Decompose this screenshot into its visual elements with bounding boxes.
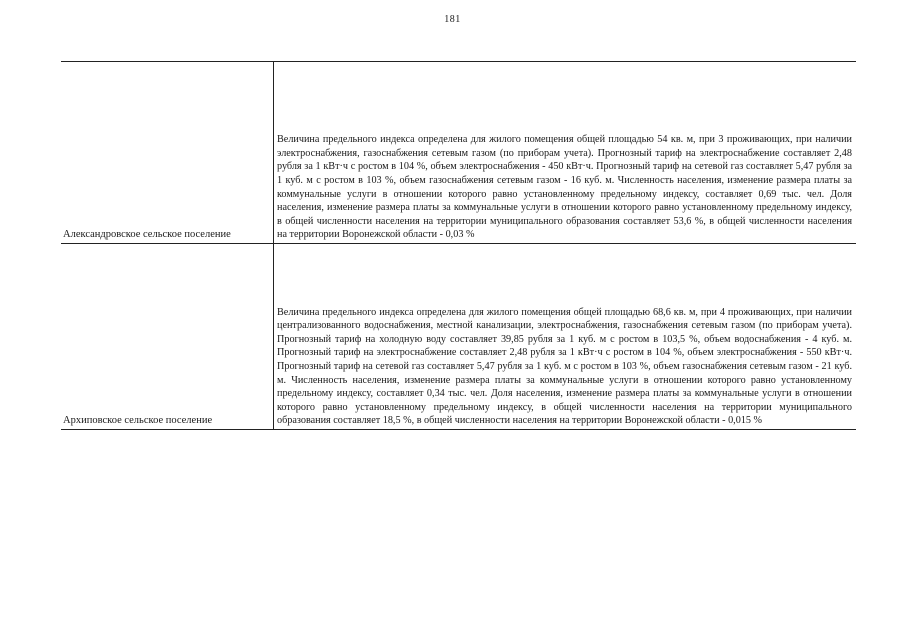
index-description: Величина предельного индекса определена для жилого помещения общей площадью 68,6 кв. м, при 4 проживающих, при наличии централизованного водоснабжения, местной канализации, электроснабжения, газоснабжения сетевым газом (по приборам учета). Прогнозный тариф на холодную воду составляет 39,85 рубля за 1 куб. м с ростом в 103,5 %, объем водоснабжения - 4 куб. м. Прогнозный тариф на электроснабжение составляет 2,48 рубля за 1 кВт·ч с ростом в 104 %, объем электроснабжения - 550 кВт·ч. Прогнозный тариф на сетевой газ составляет 5,47 рубля за 1 куб. м с ростом в 103 %, объем газоснабжения сетевым газом - 21 куб. м. Численность населения, изменение размера платы за коммунальные услуги в отношении которого равно установленному предельному индексу, составляет 0,34 тыс. чел. Доля населения, изменение размера платы за коммунальные услуги в отношении которого равно установленному предельному индексу, в общей численности населения на территории муниципального образования составляет 18,5 %, в общей численности населения на территории Воронежской области - 0,015 % (277, 306, 852, 427)
settlement-name: Архиповское сельское поселение (63, 415, 213, 426)
index-description-cell (274, 244, 856, 429)
settlement-name-cell (61, 62, 274, 243)
table-row (61, 62, 856, 244)
index-description: Величина предельного индекса определена для жилого помещения общей площадью 54 кв. м, при 3 проживающих, при наличии электроснабжения, газоснабжения сетевым газом (по приборам учета). Прогнозный тариф на электроснабжение составляет 2,48 рубля за 1 кВт·ч с ростом в 104 %, объем электроснабжения - 450 кВт·ч. Прогнозный тариф на сетевой газ составляет 5,47 рубля за 1 куб. м с ростом в 103 %, объем газоснабжения сетевым газом - 16 куб. м. Численность населения, изменение размера платы за коммунальные услуги в отношении которого равно установленному предельному индексу, составляет 0,69 тыс. чел. Доля населения, изменение размера платы за коммунальные услуги в отношении которого равно установленному предельному индексу, в общей численности населения на территории муниципального образования составляет 53,6 %, в общей численности населения на территории Воронежской области - 0,03 % (277, 134, 852, 241)
page-number: 181 (444, 14, 461, 25)
table-row (61, 244, 856, 430)
index-description-cell (274, 62, 856, 243)
settlements-table (61, 61, 856, 430)
settlement-name: Александровское сельское поселение (63, 229, 231, 240)
settlement-name-cell (61, 244, 274, 429)
